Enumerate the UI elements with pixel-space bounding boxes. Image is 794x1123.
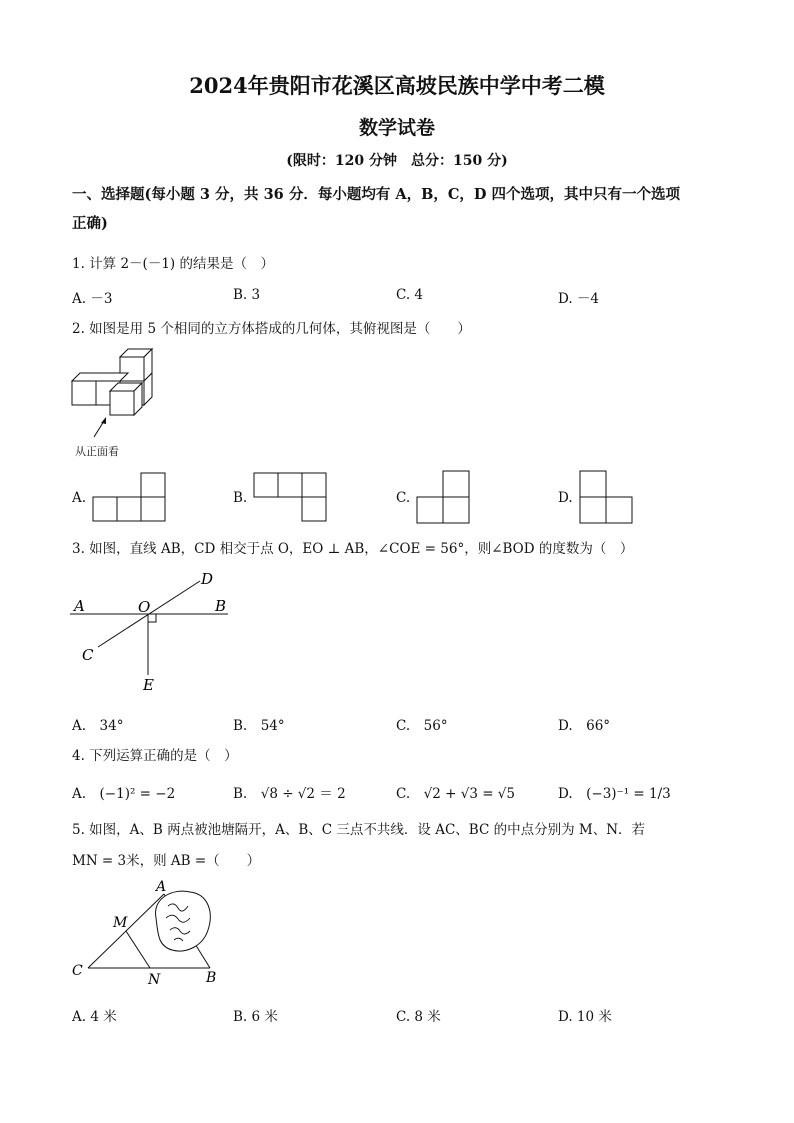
q5-label-m: M <box>113 915 128 931</box>
q3-option-c: C. 56° <box>396 718 448 734</box>
q3-label-d: D <box>201 570 214 588</box>
q5-label-a: A <box>156 879 167 895</box>
q2-option-a-label: A. <box>72 490 87 506</box>
q3-label-e: E <box>143 676 154 694</box>
q1-option-c: C. 4 <box>396 287 424 303</box>
q3-label-b: B <box>215 597 227 615</box>
q2-option-b-label: B. <box>233 490 248 506</box>
q5-option-a: A. 4 米 <box>72 1009 117 1025</box>
question-3: 3. 如图，直线 AB，CD 相交于点 O，EO ⊥ AB，∠COE = 56°，则∠BOD 的度数为（ ） <box>72 541 634 557</box>
q1-option-a: A. －3 <box>72 291 113 307</box>
q5-label-n: N <box>148 972 161 988</box>
q4-option-c: C. √2 + √3 = √5 <box>396 786 516 802</box>
q1-option-d: D. －4 <box>558 291 600 307</box>
q2-caption: 从正面看 <box>75 445 119 458</box>
page-title: 2024年贵阳市花溪区高坡民族中学中考二模 <box>189 73 605 98</box>
q1-option-b: B. 3 <box>233 287 261 303</box>
q2-option-c-label: C. <box>396 490 411 506</box>
q5-option-d: D. 10 米 <box>558 1009 612 1025</box>
q5-option-b: B. 6 米 <box>233 1009 278 1025</box>
q3-option-b: B. 54° <box>233 718 285 734</box>
q5-option-c: C. 8 米 <box>396 1009 441 1025</box>
q2-option-d-label: D. <box>558 490 573 506</box>
q3-option-a: A. 34° <box>72 718 124 734</box>
q5-label-b: B <box>206 970 217 986</box>
q2-option-a-figure <box>92 471 170 523</box>
q2-cube-figure <box>68 345 168 445</box>
section-heading-line2: 正确) <box>72 215 108 232</box>
q3-option-d: D. 66° <box>558 718 611 734</box>
q3-label-a: A <box>74 597 85 615</box>
section-heading-line1: 一、选择题(每小题 3 分，共 36 分．每小题均有 A，B，C，D 四个选项，其中只有一个选项 <box>72 186 681 203</box>
q4-option-b: B. √8 ÷ √2 ＝ 2 <box>233 786 346 802</box>
q5-label-c: C <box>72 963 83 979</box>
q2-option-d-figure <box>579 469 637 525</box>
q2-option-c-figure <box>416 469 474 525</box>
question-5-line2: MN = 3米，则 AB =（ ） <box>72 853 261 869</box>
q4-option-d: D. (−3)⁻¹ = 1/3 <box>558 786 671 802</box>
page-subtitle: 数学试卷 <box>358 117 435 139</box>
q4-option-a: A. (−1)² = −2 <box>72 786 176 802</box>
question-4: 4. 下列运算正确的是（ ） <box>72 748 238 764</box>
q2-option-b-figure <box>253 471 331 523</box>
question-5-line1: 5. 如图，A、B 两点被池塘隔开，A、B、C 三点不共线．设 AC、BC 的中点分别为 M、N．若 <box>72 822 646 838</box>
question-1: 1. 计算 2－(－1) 的结果是（ ） <box>72 256 274 272</box>
exam-meta: (限时：120 分钟 总分：150 分) <box>286 153 508 169</box>
q3-label-o: O <box>138 598 151 616</box>
q3-label-c: C <box>82 646 94 664</box>
q5-figure <box>68 878 228 990</box>
question-2: 2. 如图是用 5 个相同的立方体搭成的几何体，其俯视图是（ ） <box>72 321 471 337</box>
q3-figure <box>68 565 238 695</box>
